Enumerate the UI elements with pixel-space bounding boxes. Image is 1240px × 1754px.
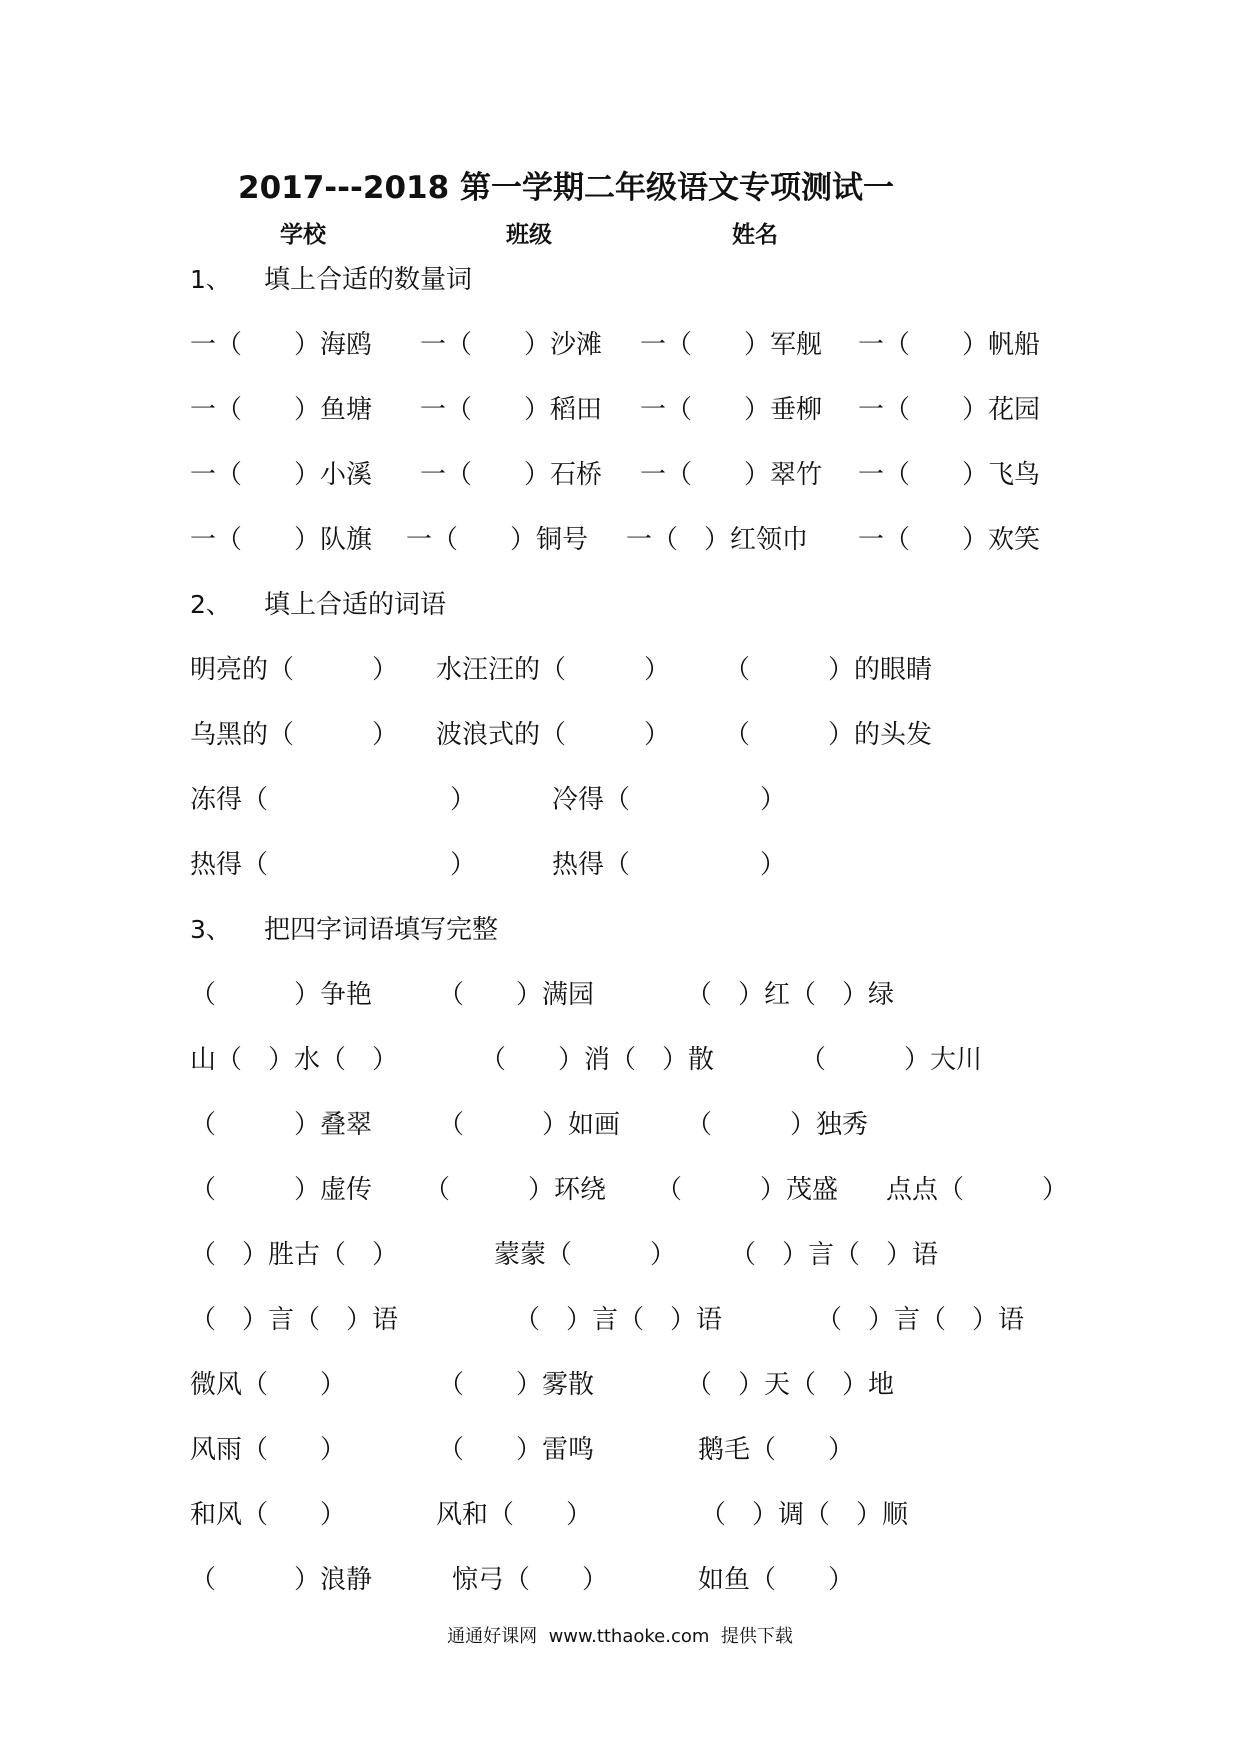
blank-item: （ ）茂盛 <box>656 1175 839 1205</box>
section-number: 1、 <box>190 265 231 294</box>
blank-item: 冻得（ ） <box>190 785 477 815</box>
blank-item: 一（ ）鱼塘 <box>190 395 373 425</box>
blank-item: 一（ ）铜号 <box>406 525 589 555</box>
blank-item: 惊弓（ ） <box>452 1565 609 1595</box>
blank-item: 热得（ ） <box>190 850 477 880</box>
blank-item: （ ）的眼睛 <box>724 655 933 685</box>
blank-item: （ ）叠翠 <box>190 1110 373 1140</box>
blank-item: 风雨（ ） <box>190 1435 347 1465</box>
blank-item: （ ）雾散 <box>438 1370 595 1400</box>
blank-item: 明亮的（ ） <box>190 655 399 685</box>
blank-item: （ ）浪静 <box>190 1565 373 1595</box>
blank-item: （ ）满园 <box>438 980 595 1010</box>
blank-item: 波浪式的（ ） <box>436 720 671 750</box>
footer-credit: 通通好课网 www.tthaoke.com 提供下载 <box>447 1626 793 1647</box>
blank-item: 点点（ ） <box>886 1175 1069 1205</box>
blank-item: 一（ ）军舰 <box>640 330 823 360</box>
blank-item: 鹅毛（ ） <box>698 1435 855 1465</box>
blank-item: 一（ ）花园 <box>858 395 1041 425</box>
blank-item: 一（ ）垂柳 <box>640 395 823 425</box>
blank-item: 一（ ）沙滩 <box>420 330 603 360</box>
blank-item: （ ）消（ ）散 <box>480 1045 715 1075</box>
blank-item: （ ）大川 <box>800 1045 983 1075</box>
blank-item: 一（ ）欢笑 <box>858 525 1041 555</box>
blank-item: 一（ ）翠竹 <box>640 460 823 490</box>
blank-item: （ ）胜古（ ） <box>190 1240 399 1270</box>
blank-item: 一（ ）稻田 <box>420 395 603 425</box>
blank-item: 一（ ）红领巾 <box>626 525 809 555</box>
blank-item: （ ）言（ ）语 <box>514 1305 723 1335</box>
name-label: 姓名 <box>732 222 778 248</box>
blank-item: 乌黑的（ ） <box>190 720 399 750</box>
blank-item: （ ）独秀 <box>686 1110 869 1140</box>
class-label: 班级 <box>506 222 552 248</box>
blank-item: 一（ ）小溪 <box>190 460 373 490</box>
blank-item: （ ）虚传 <box>190 1175 373 1205</box>
blank-item: 一（ ）队旗 <box>190 525 373 555</box>
section-number: 2、 <box>190 590 231 619</box>
blank-item: 冷得（ ） <box>552 785 787 815</box>
blank-item: （ ）言（ ）语 <box>190 1305 399 1335</box>
blank-item: （ ）的头发 <box>724 720 933 750</box>
blank-item: 水汪汪的（ ） <box>436 655 671 685</box>
blank-item: （ ）雷鸣 <box>438 1435 595 1465</box>
blank-item: 一（ ）飞鸟 <box>858 460 1041 490</box>
blank-item: 一（ ）石桥 <box>420 460 603 490</box>
blank-item: 蒙蒙（ ） <box>494 1240 677 1270</box>
blank-item: 如鱼（ ） <box>698 1565 855 1595</box>
section-title: 把四字词语填写完整 <box>264 915 499 945</box>
blank-item: （ ）环绕 <box>424 1175 607 1205</box>
blank-item: （ ）言（ ）语 <box>730 1240 939 1270</box>
blank-item: （ ）红（ ）绿 <box>686 980 895 1010</box>
blank-item: 热得（ ） <box>552 850 787 880</box>
blank-item: 风和（ ） <box>436 1500 593 1530</box>
blank-item: 山（ ）水（ ） <box>190 1045 399 1075</box>
page-title: 2017---2018 第一学期二年级语文专项测试一 <box>238 170 894 206</box>
blank-item: （ ）天（ ）地 <box>686 1370 895 1400</box>
blank-item: （ ）调（ ）顺 <box>700 1500 909 1530</box>
blank-item: 一（ ）帆船 <box>858 330 1041 360</box>
section-number: 3、 <box>190 915 231 944</box>
blank-item: （ ）言（ ）语 <box>816 1305 1025 1335</box>
blank-item: 和风（ ） <box>190 1500 347 1530</box>
school-label: 学校 <box>280 222 326 248</box>
section-title: 填上合适的数量词 <box>264 265 473 295</box>
blank-item: 微风（ ） <box>190 1370 347 1400</box>
blank-item: （ ）如画 <box>438 1110 621 1140</box>
blank-item: 一（ ）海鸥 <box>190 330 373 360</box>
section-title: 填上合适的词语 <box>264 590 447 620</box>
blank-item: （ ）争艳 <box>190 980 373 1010</box>
